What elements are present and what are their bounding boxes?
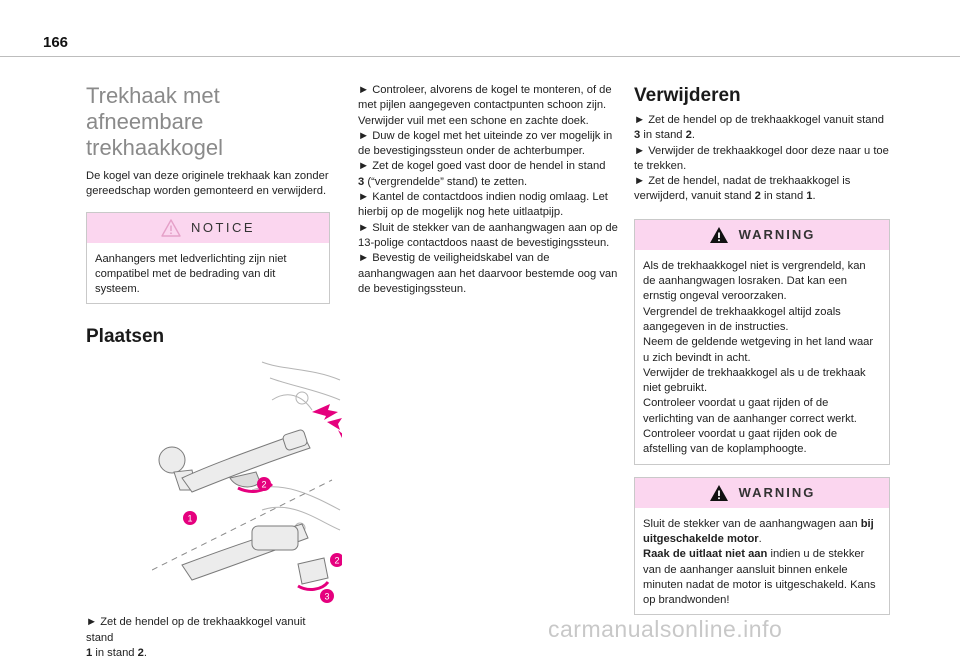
- column-right: [634, 83, 890, 615]
- page-title: [86, 83, 330, 161]
- step-text-c: .: [143, 647, 147, 660]
- marker-label-c: 2: [334, 555, 340, 566]
- instruction-text: Zet de kogel goed vast door de hendel in stand: [372, 160, 606, 173]
- bullet-arrow: ►: [358, 129, 370, 142]
- warning-line: Controleer voordat u gaat rijden ook de afstelling van de koplamphoogte.: [643, 428, 838, 456]
- step-bold: 2: [754, 190, 761, 203]
- step-bold: 3: [634, 129, 641, 142]
- warning-line: Controleer voordat u gaat rijden of de verlichting van de aanhanger correct werkt.: [643, 397, 857, 425]
- warning-header: [635, 478, 889, 508]
- warning-body: [635, 508, 889, 615]
- notice-body: Aanhangers met ledverlichting zijn niet compatibel met de bedrading van dit systeem.: [95, 252, 287, 296]
- warning-triangle-icon: [709, 484, 729, 502]
- warning-paragraph-2: [643, 547, 881, 608]
- instruction-item: [358, 251, 618, 297]
- step-text: .: [691, 129, 695, 142]
- plaatsen-step: [86, 615, 330, 661]
- bullet-arrow: ►: [358, 191, 370, 204]
- warning-text: indien u de stekker van de aanhanger aansluit binnen enkele minuten nadat de motor is uitgeschakeld. Kans op brandwonden!: [643, 548, 876, 607]
- towbar-diagram: [152, 360, 342, 605]
- bullet-arrow: ►: [358, 221, 370, 234]
- warning-paragraph-1: [643, 517, 881, 548]
- bullet-arrow: ►: [358, 160, 370, 173]
- instruction-bold: 3: [358, 175, 365, 188]
- remove-step-1: [634, 113, 890, 144]
- step-text: .: [812, 190, 816, 203]
- bullet-arrow: ►: [634, 144, 646, 157]
- step-text: in stand: [763, 190, 804, 203]
- bullet-arrow: ►: [634, 114, 646, 126]
- title-line-1: Trekhaak met afneembare: [86, 83, 220, 134]
- warning-box-1: [634, 219, 890, 465]
- step-pos-2: 2: [137, 647, 144, 660]
- notice-triangle-icon: [161, 219, 181, 237]
- remove-step-3: [634, 174, 890, 205]
- bullet-arrow: ►: [358, 252, 370, 265]
- bullet-arrow: ►: [634, 175, 646, 188]
- step-bold: 1: [806, 190, 813, 203]
- section-title-plaatsen: Plaatsen: [86, 326, 165, 348]
- marker-label-d: 3: [324, 591, 330, 602]
- bullet-arrow: ►: [358, 84, 370, 96]
- warning-text: .: [758, 532, 762, 545]
- step-text: Zet de hendel, nadat de trekhaakkogel is verwijderd, vanuit stand: [634, 175, 851, 203]
- instruction-text: Duw de kogel met het uiteinde zo ver mogelijk in de bevestigingssteun onder de achterbumper.: [358, 129, 613, 158]
- warning-line: Verwijder de trekhaakkogel als u de trekhaak niet gebruikt.: [643, 366, 866, 395]
- step-pos-1: 1: [86, 647, 93, 660]
- notice-header: [87, 213, 329, 243]
- notice-label: NOTICE: [190, 219, 256, 235]
- step-text-b: in stand: [95, 647, 135, 660]
- step-text: Verwijder de trekhaakkogel door deze naar u toe te trekken.: [634, 144, 889, 172]
- warning-label: WARNING: [738, 484, 816, 500]
- instruction-text: (“vergrendelde” stand) te zetten.: [367, 175, 528, 188]
- instruction-text: Controleer, alvorens de kogel te monteren, of de met pijlen aangegeven contactpunten schoon zijn. Verwijder vuil met een schone en zachte doek.: [358, 84, 612, 127]
- step-arrow: ►: [86, 616, 98, 629]
- intro-text: De kogel van deze originele trekhaak kan zonder gereedschap worden gemonteerd en verwijderd.: [86, 170, 329, 198]
- instruction-text: Kantel de contactdoos indien nodig omlaag. Let hierbij op de mogelijk nog hete uitlaatpijp.: [358, 191, 608, 219]
- warning-triangle-icon: [709, 226, 729, 244]
- step-text-a: Zet de hendel op de trekhaakkogel vanuit stand: [86, 616, 306, 644]
- warning-bold: bij uitgeschakelde motor: [643, 517, 874, 545]
- marker-label-a: 2: [261, 479, 267, 490]
- instruction-item: [358, 83, 618, 129]
- instruction-item: [358, 129, 618, 160]
- marker-label-b: 1: [187, 513, 193, 524]
- instruction-text: Bevestig de veiligheidskabel van de aanhangwagen aan het daarvoor bestemde oog van de bevestigingssteun.: [358, 252, 618, 295]
- step-text: Zet de hendel op de trekhaakkogel vanuit stand: [648, 114, 884, 126]
- watermark: carmanualsonline.info: [548, 616, 783, 642]
- remove-step-2: [634, 144, 890, 175]
- page-number: 166: [43, 34, 69, 51]
- warning-bold: Raak de uitlaat niet aan: [643, 548, 768, 561]
- column-left: [86, 83, 340, 661]
- warning-line: Neem de geldende wetgeving in het land waar u zich bevindt in acht.: [643, 336, 874, 364]
- instruction-text: Sluit de stekker van de aanhangwagen aan op de 13-polige contactdoos naast de bevestigingssteun.: [358, 221, 618, 249]
- column-middle: [358, 83, 618, 297]
- warning-line: Als de trekhaakkogel niet is vergrendeld, kan de aanhangwagen losraken. Dat kan een ernstig ongeval veroorzaken.: [643, 259, 866, 303]
- towbar-illustration: [152, 360, 342, 605]
- instruction-item: [358, 221, 618, 252]
- warning-label: WARNING: [738, 227, 816, 243]
- step-bold: 2: [685, 129, 692, 142]
- warning-header: [635, 220, 889, 250]
- title-line-2: trekhaakkogel: [86, 135, 223, 160]
- instruction-item: [358, 190, 618, 221]
- notice-box: [86, 212, 330, 305]
- section-title-verwijderen: Verwijderen: [634, 85, 741, 106]
- warning-line: Vergrendel de trekhaakkogel altijd zoals aangegeven in de instructies.: [643, 305, 841, 333]
- warning-text: Sluit de stekker van de aanhangwagen aan: [643, 517, 858, 530]
- instruction-item: [358, 159, 618, 190]
- step-text: in stand: [643, 129, 683, 142]
- warning-box-2: [634, 477, 890, 616]
- header-divider: [0, 56, 960, 57]
- warning-body: [635, 250, 889, 464]
